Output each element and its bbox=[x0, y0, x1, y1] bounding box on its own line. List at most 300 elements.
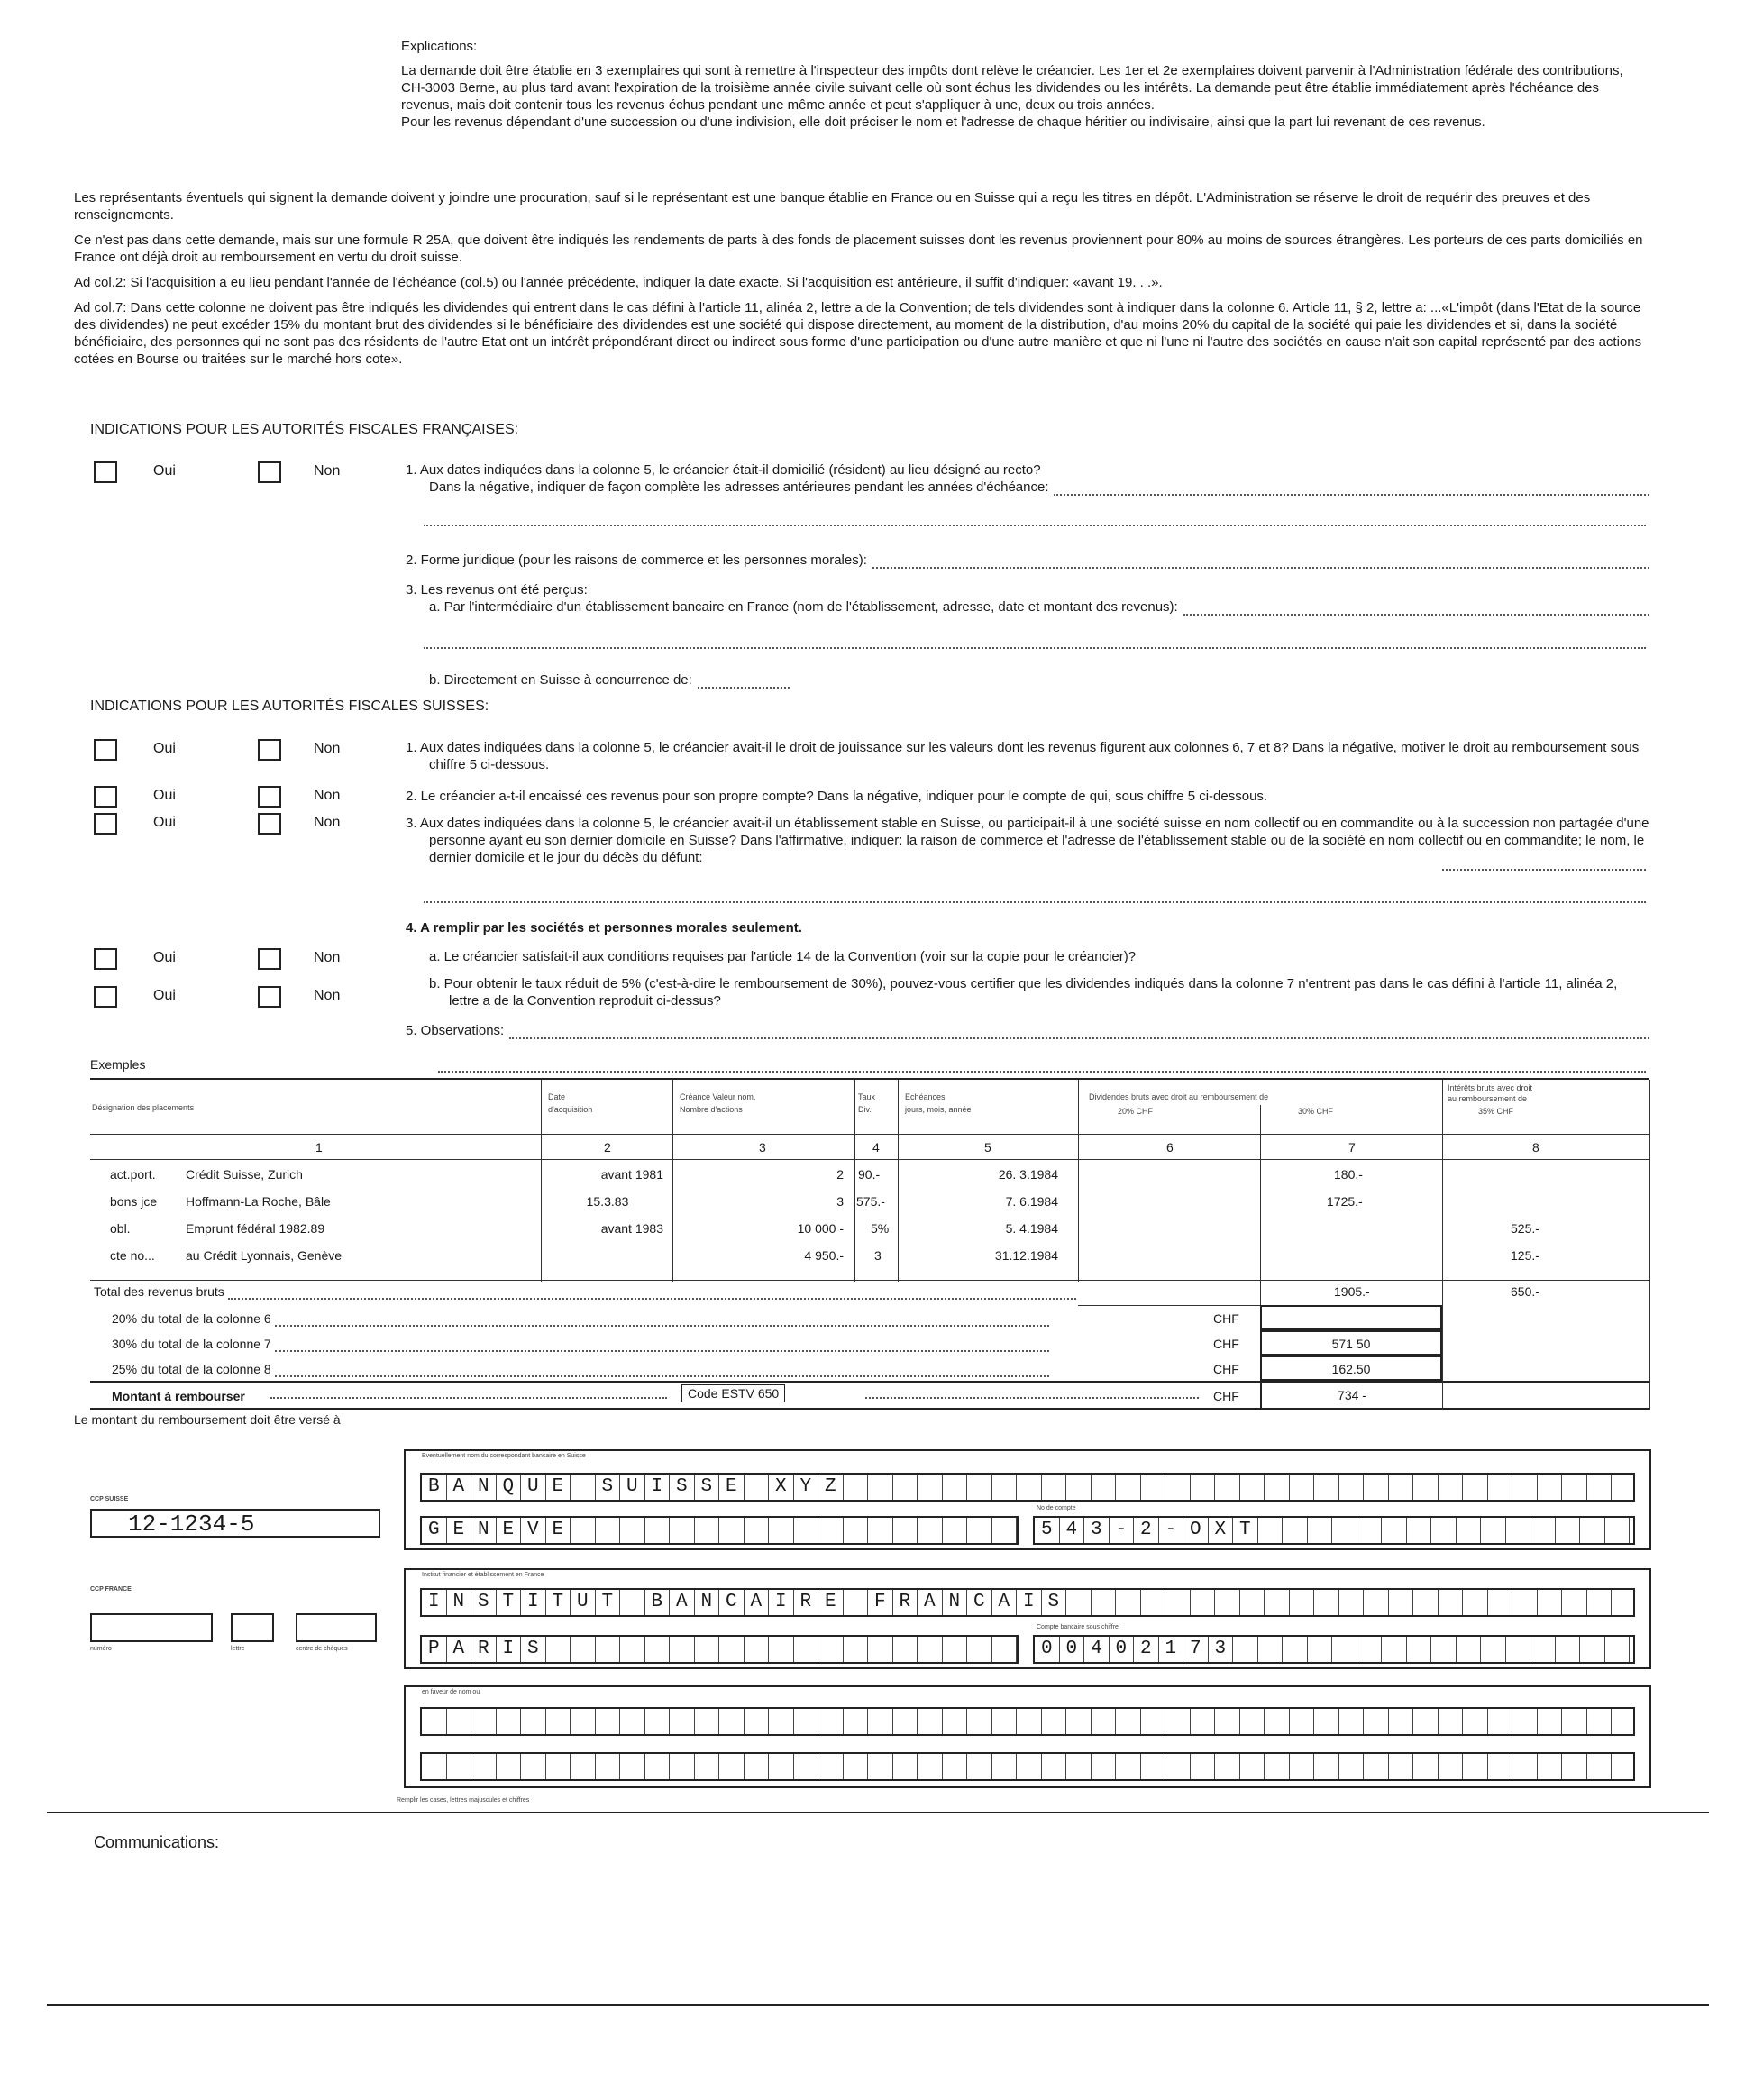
char-cell[interactable]: U bbox=[620, 1475, 645, 1500]
char-cell[interactable] bbox=[1587, 1590, 1613, 1615]
char-cell[interactable] bbox=[844, 1590, 869, 1615]
char-cell[interactable] bbox=[1587, 1475, 1613, 1500]
char-cell[interactable]: - bbox=[1110, 1518, 1135, 1543]
ccp-france-centre-field[interactable] bbox=[296, 1613, 377, 1642]
char-cell[interactable]: R bbox=[893, 1590, 918, 1615]
char-cell[interactable] bbox=[1017, 1754, 1042, 1779]
char-cell[interactable] bbox=[1191, 1590, 1216, 1615]
char-cell[interactable] bbox=[1141, 1590, 1166, 1615]
char-cell[interactable] bbox=[893, 1754, 918, 1779]
char-cell[interactable] bbox=[1538, 1754, 1563, 1779]
char-cell[interactable] bbox=[818, 1637, 844, 1662]
char-cell[interactable] bbox=[1042, 1754, 1067, 1779]
char-cell[interactable] bbox=[1439, 1590, 1464, 1615]
swiss-bank-account-field[interactable] bbox=[1033, 1516, 1635, 1545]
char-cell[interactable] bbox=[1457, 1518, 1482, 1543]
char-cell[interactable] bbox=[1215, 1590, 1240, 1615]
char-cell[interactable] bbox=[794, 1709, 819, 1734]
char-cell[interactable] bbox=[719, 1709, 745, 1734]
char-cell[interactable] bbox=[1332, 1637, 1357, 1662]
char-cell[interactable]: S bbox=[695, 1475, 720, 1500]
swiss-bank-city-field[interactable] bbox=[420, 1516, 1019, 1545]
char-cell[interactable] bbox=[670, 1637, 695, 1662]
fr-q3b-amount-field[interactable] bbox=[698, 676, 790, 689]
char-cell[interactable] bbox=[1463, 1475, 1488, 1500]
char-cell[interactable]: 0 bbox=[1060, 1637, 1085, 1662]
ch-q5-observations-field-line2[interactable] bbox=[438, 1060, 1646, 1073]
char-cell[interactable]: 3 bbox=[1209, 1637, 1234, 1662]
char-cell[interactable] bbox=[620, 1518, 645, 1543]
char-cell[interactable] bbox=[868, 1709, 893, 1734]
char-cell[interactable] bbox=[1457, 1637, 1482, 1662]
char-cell[interactable] bbox=[571, 1518, 596, 1543]
char-cell[interactable]: 3 bbox=[1084, 1518, 1110, 1543]
char-cell[interactable] bbox=[1215, 1475, 1240, 1500]
char-cell[interactable] bbox=[521, 1709, 546, 1734]
pct30-value-box[interactable]: 571 50 bbox=[1260, 1330, 1442, 1356]
char-cell[interactable]: T bbox=[596, 1590, 621, 1615]
fr-q3a-bank-field[interactable] bbox=[1183, 603, 1649, 616]
char-cell[interactable]: C bbox=[967, 1590, 992, 1615]
ch-q4a-oui-checkbox[interactable] bbox=[94, 948, 117, 970]
char-cell[interactable] bbox=[422, 1754, 447, 1779]
char-cell[interactable] bbox=[868, 1518, 893, 1543]
char-cell[interactable] bbox=[1364, 1754, 1389, 1779]
char-cell[interactable]: X bbox=[769, 1475, 794, 1500]
char-cell[interactable] bbox=[844, 1754, 869, 1779]
char-cell[interactable] bbox=[1042, 1709, 1067, 1734]
char-cell[interactable] bbox=[1339, 1754, 1365, 1779]
char-cell[interactable] bbox=[844, 1637, 869, 1662]
char-cell[interactable] bbox=[1258, 1637, 1284, 1662]
communications-area[interactable] bbox=[90, 1857, 1695, 1992]
char-cell[interactable] bbox=[719, 1637, 745, 1662]
char-cell[interactable] bbox=[645, 1637, 671, 1662]
char-cell[interactable] bbox=[918, 1637, 943, 1662]
char-cell[interactable] bbox=[1092, 1590, 1117, 1615]
char-cell[interactable] bbox=[745, 1518, 770, 1543]
ch-q1-non-checkbox[interactable] bbox=[258, 739, 281, 761]
french-bank-account-field[interactable] bbox=[1033, 1635, 1635, 1664]
char-cell[interactable] bbox=[1191, 1709, 1216, 1734]
char-cell[interactable] bbox=[967, 1754, 992, 1779]
char-cell[interactable]: A bbox=[670, 1590, 695, 1615]
french-bank-name-field[interactable] bbox=[420, 1588, 1635, 1617]
char-cell[interactable] bbox=[868, 1754, 893, 1779]
char-cell[interactable] bbox=[1538, 1709, 1563, 1734]
char-cell[interactable] bbox=[596, 1637, 621, 1662]
char-cell[interactable] bbox=[620, 1709, 645, 1734]
char-cell[interactable]: I bbox=[1017, 1590, 1042, 1615]
char-cell[interactable] bbox=[645, 1709, 671, 1734]
char-cell[interactable] bbox=[1141, 1475, 1166, 1500]
char-cell[interactable] bbox=[1290, 1475, 1315, 1500]
char-cell[interactable] bbox=[521, 1754, 546, 1779]
char-cell[interactable] bbox=[1116, 1475, 1141, 1500]
char-cell[interactable] bbox=[1339, 1475, 1365, 1500]
char-cell[interactable] bbox=[967, 1637, 992, 1662]
char-cell[interactable] bbox=[1587, 1709, 1613, 1734]
char-cell[interactable] bbox=[1506, 1518, 1531, 1543]
char-cell[interactable] bbox=[695, 1709, 720, 1734]
char-cell[interactable] bbox=[1290, 1754, 1315, 1779]
char-cell[interactable] bbox=[1265, 1475, 1290, 1500]
char-cell[interactable] bbox=[471, 1754, 497, 1779]
swiss-bank-name-field[interactable] bbox=[420, 1473, 1635, 1502]
char-cell[interactable]: I bbox=[422, 1590, 447, 1615]
char-cell[interactable] bbox=[1488, 1754, 1513, 1779]
char-cell[interactable] bbox=[992, 1754, 1018, 1779]
char-cell[interactable] bbox=[868, 1637, 893, 1662]
char-cell[interactable]: S bbox=[596, 1475, 621, 1500]
char-cell[interactable] bbox=[992, 1709, 1018, 1734]
char-cell[interactable] bbox=[893, 1637, 918, 1662]
char-cell[interactable] bbox=[1562, 1590, 1587, 1615]
char-cell[interactable] bbox=[943, 1637, 968, 1662]
char-cell[interactable] bbox=[571, 1754, 596, 1779]
char-cell[interactable] bbox=[1364, 1475, 1389, 1500]
char-cell[interactable] bbox=[868, 1475, 893, 1500]
char-cell[interactable] bbox=[1191, 1754, 1216, 1779]
char-cell[interactable] bbox=[596, 1754, 621, 1779]
char-cell[interactable]: Y bbox=[794, 1475, 819, 1500]
char-cell[interactable] bbox=[1314, 1590, 1339, 1615]
char-cell[interactable] bbox=[695, 1754, 720, 1779]
char-cell[interactable] bbox=[943, 1754, 968, 1779]
char-cell[interactable] bbox=[1481, 1518, 1506, 1543]
char-cell[interactable] bbox=[769, 1754, 794, 1779]
fr-q1-address-field-line2[interactable] bbox=[424, 514, 1646, 526]
char-cell[interactable]: Z bbox=[818, 1475, 844, 1500]
char-cell[interactable]: X bbox=[1209, 1518, 1234, 1543]
char-cell[interactable] bbox=[1017, 1709, 1042, 1734]
char-cell[interactable] bbox=[620, 1754, 645, 1779]
char-cell[interactable]: N bbox=[471, 1475, 497, 1500]
char-cell[interactable] bbox=[571, 1475, 596, 1500]
char-cell[interactable] bbox=[992, 1475, 1018, 1500]
char-cell[interactable] bbox=[1339, 1590, 1365, 1615]
char-cell[interactable] bbox=[1506, 1637, 1531, 1662]
char-cell[interactable] bbox=[719, 1754, 745, 1779]
char-cell[interactable] bbox=[1389, 1754, 1414, 1779]
char-cell[interactable]: V bbox=[521, 1518, 546, 1543]
char-cell[interactable]: A bbox=[447, 1637, 472, 1662]
ch-q2-non-checkbox[interactable] bbox=[258, 786, 281, 808]
char-cell[interactable] bbox=[1215, 1754, 1240, 1779]
char-cell[interactable]: E bbox=[546, 1518, 571, 1543]
char-cell[interactable] bbox=[1605, 1518, 1631, 1543]
char-cell[interactable] bbox=[695, 1637, 720, 1662]
char-cell[interactable]: G bbox=[422, 1518, 447, 1543]
char-cell[interactable] bbox=[645, 1754, 671, 1779]
char-cell[interactable]: 0 bbox=[1110, 1637, 1135, 1662]
char-cell[interactable] bbox=[967, 1475, 992, 1500]
char-cell[interactable] bbox=[844, 1709, 869, 1734]
char-cell[interactable]: E bbox=[447, 1518, 472, 1543]
char-cell[interactable] bbox=[967, 1709, 992, 1734]
char-cell[interactable] bbox=[1562, 1475, 1587, 1500]
char-cell[interactable] bbox=[1538, 1475, 1563, 1500]
char-cell[interactable] bbox=[1512, 1709, 1538, 1734]
char-cell[interactable] bbox=[1314, 1475, 1339, 1500]
char-cell[interactable] bbox=[1382, 1637, 1407, 1662]
char-cell[interactable] bbox=[1290, 1590, 1315, 1615]
char-cell[interactable]: 5 bbox=[1035, 1518, 1060, 1543]
char-cell[interactable] bbox=[1512, 1590, 1538, 1615]
char-cell[interactable]: N bbox=[471, 1518, 497, 1543]
char-cell[interactable]: C bbox=[719, 1590, 745, 1615]
char-cell[interactable] bbox=[918, 1518, 943, 1543]
char-cell[interactable]: R bbox=[794, 1590, 819, 1615]
char-cell[interactable] bbox=[1413, 1709, 1439, 1734]
char-cell[interactable]: - bbox=[1159, 1518, 1184, 1543]
char-cell[interactable] bbox=[1556, 1518, 1581, 1543]
char-cell[interactable] bbox=[1439, 1475, 1464, 1500]
char-cell[interactable] bbox=[1562, 1709, 1587, 1734]
char-cell[interactable]: T bbox=[497, 1590, 522, 1615]
char-cell[interactable] bbox=[1233, 1637, 1258, 1662]
char-cell[interactable] bbox=[1481, 1637, 1506, 1662]
char-cell[interactable]: S bbox=[471, 1590, 497, 1615]
char-cell[interactable] bbox=[1463, 1754, 1488, 1779]
beneficiary-line2-field[interactable] bbox=[420, 1752, 1635, 1781]
char-cell[interactable] bbox=[1364, 1709, 1389, 1734]
char-cell[interactable]: A bbox=[918, 1590, 943, 1615]
char-cell[interactable] bbox=[571, 1637, 596, 1662]
char-cell[interactable] bbox=[670, 1518, 695, 1543]
char-cell[interactable]: F bbox=[868, 1590, 893, 1615]
char-cell[interactable]: 2 bbox=[1134, 1637, 1159, 1662]
char-cell[interactable] bbox=[943, 1709, 968, 1734]
char-cell[interactable] bbox=[1605, 1637, 1631, 1662]
char-cell[interactable] bbox=[620, 1590, 645, 1615]
char-cell[interactable] bbox=[769, 1709, 794, 1734]
char-cell[interactable] bbox=[719, 1518, 745, 1543]
char-cell[interactable] bbox=[1265, 1590, 1290, 1615]
char-cell[interactable]: S bbox=[1042, 1590, 1067, 1615]
char-cell[interactable]: N bbox=[447, 1590, 472, 1615]
char-cell[interactable] bbox=[571, 1709, 596, 1734]
char-cell[interactable] bbox=[1530, 1637, 1556, 1662]
char-cell[interactable] bbox=[1488, 1590, 1513, 1615]
fr-q2-forme-juridique-field[interactable] bbox=[872, 556, 1649, 569]
char-cell[interactable] bbox=[745, 1637, 770, 1662]
char-cell[interactable] bbox=[1463, 1709, 1488, 1734]
char-cell[interactable] bbox=[1364, 1590, 1389, 1615]
char-cell[interactable] bbox=[1165, 1709, 1191, 1734]
ch-q3-defunt-field[interactable] bbox=[1442, 858, 1646, 871]
french-bank-city-field[interactable] bbox=[420, 1635, 1019, 1664]
char-cell[interactable]: 1 bbox=[1159, 1637, 1184, 1662]
char-cell[interactable]: P bbox=[422, 1637, 447, 1662]
char-cell[interactable] bbox=[1308, 1637, 1333, 1662]
ch-q3-oui-checkbox[interactable] bbox=[94, 813, 117, 835]
rembourser-value[interactable]: 734 - bbox=[1260, 1383, 1442, 1408]
char-cell[interactable]: N bbox=[695, 1590, 720, 1615]
pct25-value-box[interactable]: 162.50 bbox=[1260, 1356, 1442, 1381]
char-cell[interactable] bbox=[967, 1518, 992, 1543]
fr-q1-non-checkbox[interactable] bbox=[258, 461, 281, 483]
char-cell[interactable]: 2 bbox=[1134, 1518, 1159, 1543]
char-cell[interactable] bbox=[1265, 1709, 1290, 1734]
char-cell[interactable] bbox=[1240, 1475, 1265, 1500]
char-cell[interactable]: E bbox=[818, 1590, 844, 1615]
char-cell[interactable] bbox=[745, 1709, 770, 1734]
char-cell[interactable] bbox=[1530, 1518, 1556, 1543]
char-cell[interactable] bbox=[1463, 1590, 1488, 1615]
char-cell[interactable]: T bbox=[1233, 1518, 1258, 1543]
char-cell[interactable]: E bbox=[497, 1518, 522, 1543]
char-cell[interactable]: I bbox=[521, 1590, 546, 1615]
char-cell[interactable]: A bbox=[992, 1590, 1018, 1615]
char-cell[interactable] bbox=[1066, 1590, 1092, 1615]
char-cell[interactable] bbox=[918, 1475, 943, 1500]
char-cell[interactable] bbox=[844, 1518, 869, 1543]
char-cell[interactable] bbox=[1413, 1590, 1439, 1615]
char-cell[interactable]: N bbox=[943, 1590, 968, 1615]
char-cell[interactable] bbox=[1165, 1475, 1191, 1500]
char-cell[interactable] bbox=[1357, 1637, 1383, 1662]
char-cell[interactable] bbox=[1488, 1709, 1513, 1734]
char-cell[interactable] bbox=[794, 1637, 819, 1662]
char-cell[interactable] bbox=[1240, 1709, 1265, 1734]
ccp-france-numero-field[interactable] bbox=[90, 1613, 213, 1642]
char-cell[interactable] bbox=[1283, 1637, 1308, 1662]
ch-q4b-non-checkbox[interactable] bbox=[258, 986, 281, 1008]
char-cell[interactable] bbox=[1308, 1518, 1333, 1543]
char-cell[interactable] bbox=[1439, 1754, 1464, 1779]
char-cell[interactable] bbox=[769, 1518, 794, 1543]
fr-q3a-bank-field-line2[interactable] bbox=[424, 636, 1646, 649]
char-cell[interactable] bbox=[1240, 1754, 1265, 1779]
char-cell[interactable] bbox=[1407, 1637, 1432, 1662]
char-cell[interactable] bbox=[1512, 1475, 1538, 1500]
char-cell[interactable] bbox=[1092, 1475, 1117, 1500]
char-cell[interactable] bbox=[1357, 1518, 1383, 1543]
char-cell[interactable] bbox=[992, 1637, 1018, 1662]
char-cell[interactable]: A bbox=[447, 1475, 472, 1500]
char-cell[interactable] bbox=[1066, 1709, 1092, 1734]
char-cell[interactable] bbox=[1258, 1518, 1284, 1543]
char-cell[interactable] bbox=[471, 1709, 497, 1734]
char-cell[interactable] bbox=[497, 1709, 522, 1734]
char-cell[interactable] bbox=[1512, 1754, 1538, 1779]
char-cell[interactable] bbox=[1413, 1475, 1439, 1500]
char-cell[interactable] bbox=[1431, 1637, 1457, 1662]
char-cell[interactable] bbox=[1116, 1709, 1141, 1734]
char-cell[interactable] bbox=[1314, 1754, 1339, 1779]
char-cell[interactable] bbox=[1431, 1518, 1457, 1543]
ch-q4b-oui-checkbox[interactable] bbox=[94, 986, 117, 1008]
char-cell[interactable] bbox=[620, 1637, 645, 1662]
char-cell[interactable] bbox=[893, 1475, 918, 1500]
char-cell[interactable] bbox=[818, 1754, 844, 1779]
char-cell[interactable] bbox=[1141, 1709, 1166, 1734]
char-cell[interactable] bbox=[1215, 1709, 1240, 1734]
ch-q5-observations-field[interactable] bbox=[509, 1027, 1649, 1039]
char-cell[interactable] bbox=[1488, 1475, 1513, 1500]
char-cell[interactable] bbox=[1580, 1518, 1605, 1543]
char-cell[interactable]: 4 bbox=[1084, 1637, 1110, 1662]
char-cell[interactable] bbox=[1165, 1754, 1191, 1779]
char-cell[interactable] bbox=[1407, 1518, 1432, 1543]
char-cell[interactable] bbox=[546, 1754, 571, 1779]
char-cell[interactable] bbox=[943, 1518, 968, 1543]
char-cell[interactable] bbox=[769, 1637, 794, 1662]
ccp-suisse-field[interactable]: 12-1234-5 bbox=[90, 1509, 380, 1538]
char-cell[interactable]: 7 bbox=[1183, 1637, 1209, 1662]
char-cell[interactable] bbox=[1587, 1754, 1613, 1779]
char-cell[interactable] bbox=[1265, 1754, 1290, 1779]
char-cell[interactable] bbox=[893, 1709, 918, 1734]
char-cell[interactable]: U bbox=[571, 1590, 596, 1615]
char-cell[interactable] bbox=[546, 1709, 571, 1734]
char-cell[interactable]: 4 bbox=[1060, 1518, 1085, 1543]
char-cell[interactable] bbox=[1116, 1590, 1141, 1615]
char-cell[interactable]: I bbox=[645, 1475, 671, 1500]
pct20-value-box[interactable] bbox=[1260, 1305, 1442, 1330]
char-cell[interactable] bbox=[670, 1709, 695, 1734]
char-cell[interactable]: E bbox=[719, 1475, 745, 1500]
char-cell[interactable]: S bbox=[521, 1637, 546, 1662]
char-cell[interactable]: S bbox=[670, 1475, 695, 1500]
fr-q1-oui-checkbox[interactable] bbox=[94, 461, 117, 483]
char-cell[interactable] bbox=[1283, 1518, 1308, 1543]
char-cell[interactable]: Q bbox=[497, 1475, 522, 1500]
char-cell[interactable] bbox=[1389, 1475, 1414, 1500]
char-cell[interactable] bbox=[745, 1475, 770, 1500]
char-cell[interactable]: 0 bbox=[1035, 1637, 1060, 1662]
char-cell[interactable] bbox=[918, 1754, 943, 1779]
char-cell[interactable] bbox=[596, 1709, 621, 1734]
char-cell[interactable] bbox=[1240, 1590, 1265, 1615]
char-cell[interactable] bbox=[1092, 1709, 1117, 1734]
char-cell[interactable] bbox=[745, 1754, 770, 1779]
ch-q2-oui-checkbox[interactable] bbox=[94, 786, 117, 808]
ch-q3-non-checkbox[interactable] bbox=[258, 813, 281, 835]
char-cell[interactable] bbox=[818, 1709, 844, 1734]
char-cell[interactable] bbox=[1290, 1709, 1315, 1734]
char-cell[interactable] bbox=[992, 1518, 1018, 1543]
char-cell[interactable] bbox=[497, 1754, 522, 1779]
char-cell[interactable] bbox=[695, 1518, 720, 1543]
fr-q1-address-field[interactable] bbox=[1054, 483, 1649, 496]
char-cell[interactable] bbox=[1556, 1637, 1581, 1662]
char-cell[interactable] bbox=[1092, 1754, 1117, 1779]
char-cell[interactable] bbox=[447, 1709, 472, 1734]
char-cell[interactable] bbox=[1413, 1754, 1439, 1779]
char-cell[interactable] bbox=[645, 1518, 671, 1543]
char-cell[interactable] bbox=[447, 1754, 472, 1779]
ccp-france-lettre-field[interactable] bbox=[231, 1613, 274, 1642]
char-cell[interactable] bbox=[1439, 1709, 1464, 1734]
char-cell[interactable]: U bbox=[521, 1475, 546, 1500]
char-cell[interactable]: A bbox=[745, 1590, 770, 1615]
char-cell[interactable] bbox=[1141, 1754, 1166, 1779]
char-cell[interactable] bbox=[918, 1709, 943, 1734]
ch-q1-oui-checkbox[interactable] bbox=[94, 739, 117, 761]
char-cell[interactable] bbox=[1165, 1590, 1191, 1615]
char-cell[interactable] bbox=[1191, 1475, 1216, 1500]
char-cell[interactable] bbox=[546, 1637, 571, 1662]
char-cell[interactable] bbox=[1389, 1709, 1414, 1734]
char-cell[interactable] bbox=[1580, 1637, 1605, 1662]
char-cell[interactable] bbox=[1314, 1709, 1339, 1734]
char-cell[interactable] bbox=[943, 1475, 968, 1500]
char-cell[interactable] bbox=[1562, 1754, 1587, 1779]
ch-q3-defunt-field-line2[interactable] bbox=[424, 890, 1646, 903]
char-cell[interactable] bbox=[794, 1754, 819, 1779]
